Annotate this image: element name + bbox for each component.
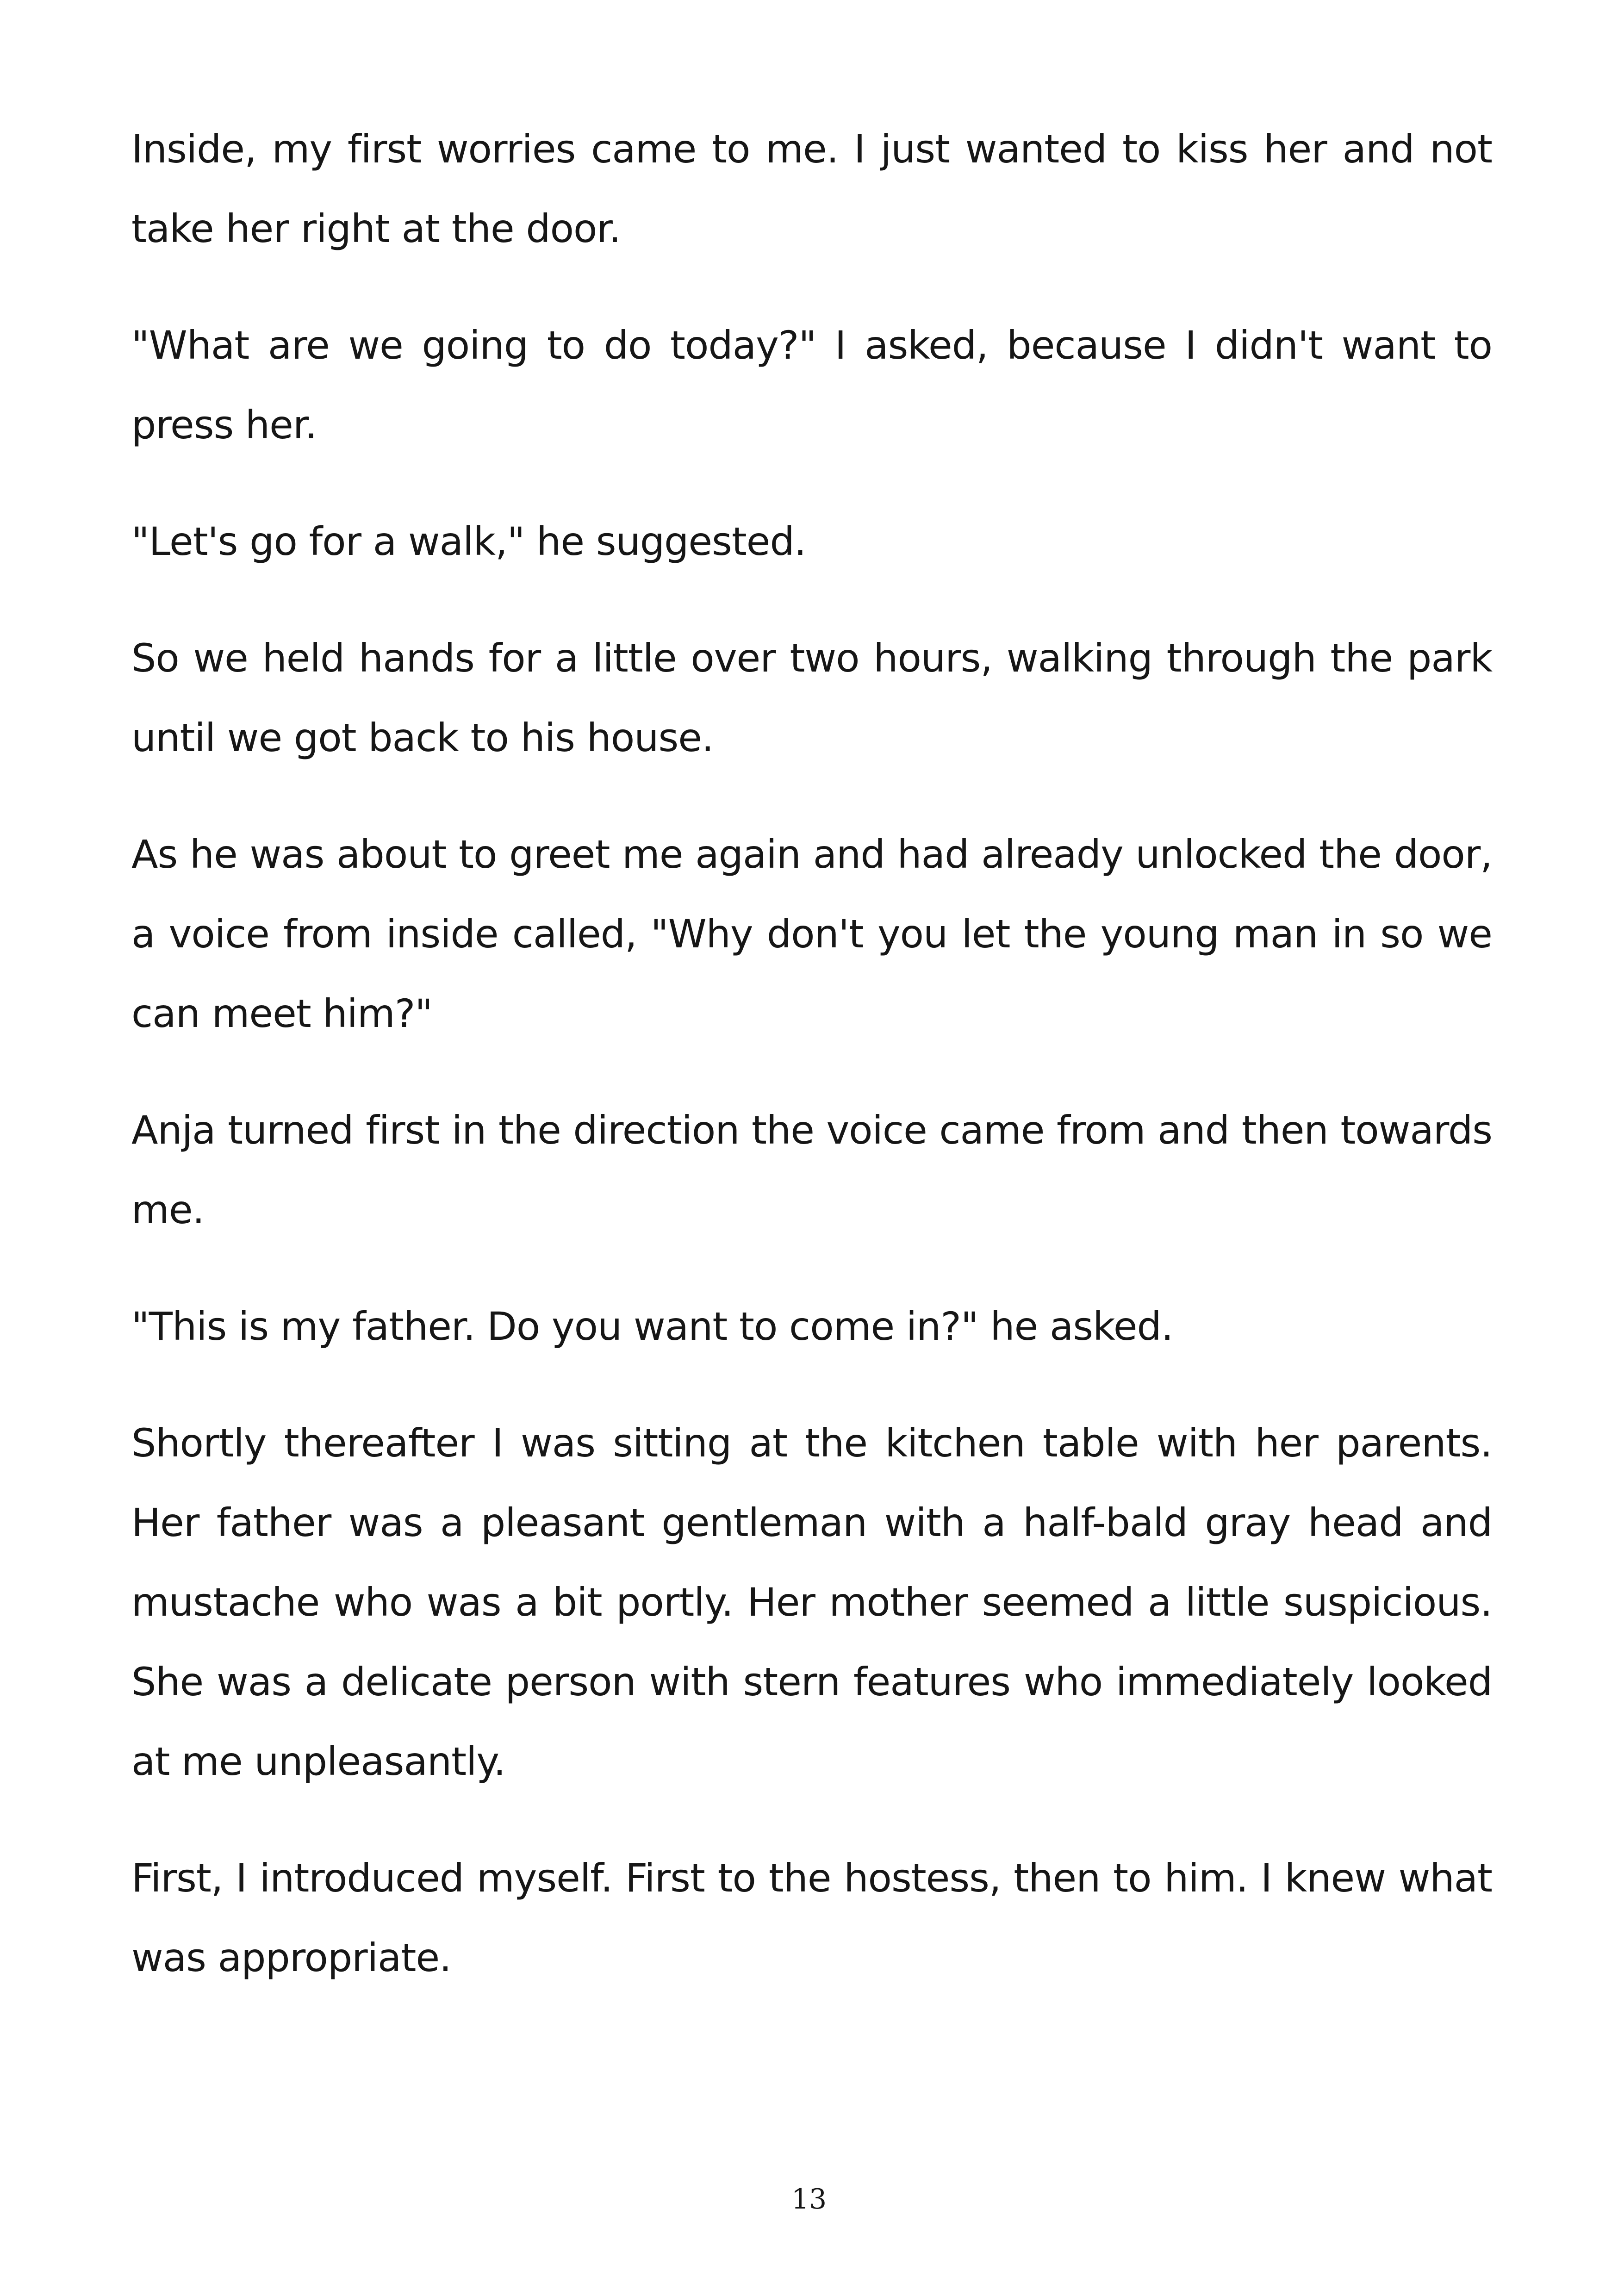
paragraph-4: So we held hands for a little over two hours, walking through the park until we got back to his house. xyxy=(131,635,1492,760)
paragraph-8: Shortly thereafter I was sitting at the kitchen table with her parents. Her father was a pleasant gentleman with a half-bald gray head and mustache who was a bit portly. Her mother seemed a little suspicious. She was a delicate person with stern features who immediately looked at me unpleasantly. xyxy=(131,1420,1492,1784)
paragraph-6: Anja turned first in the direction the voice came from and then towards me. xyxy=(131,1108,1492,1232)
paragraph-9: First, I introduced myself. First to the hostess, then to him. I knew what was appropriate. xyxy=(131,1855,1492,1980)
paragraph-1: Inside, my first worries came to me. I just wanted to kiss her and not take her right at the door. xyxy=(131,126,1492,251)
paragraph-3: "Let's go for a walk," he suggested. xyxy=(131,519,806,564)
paragraph-2: "What are we going to do today?" I asked, because I didn't want to press her. xyxy=(131,323,1492,448)
page-number: 13 xyxy=(791,2183,827,2215)
body-text xyxy=(131,109,1492,2035)
paragraph-7: "This is my father. Do you want to come in?" he asked. xyxy=(131,1304,1173,1349)
paragraph-5: As he was about to greet me again and had already unlocked the door, a voice from inside called, "Why don't you let the young man in so we can meet him?" xyxy=(131,832,1492,1036)
